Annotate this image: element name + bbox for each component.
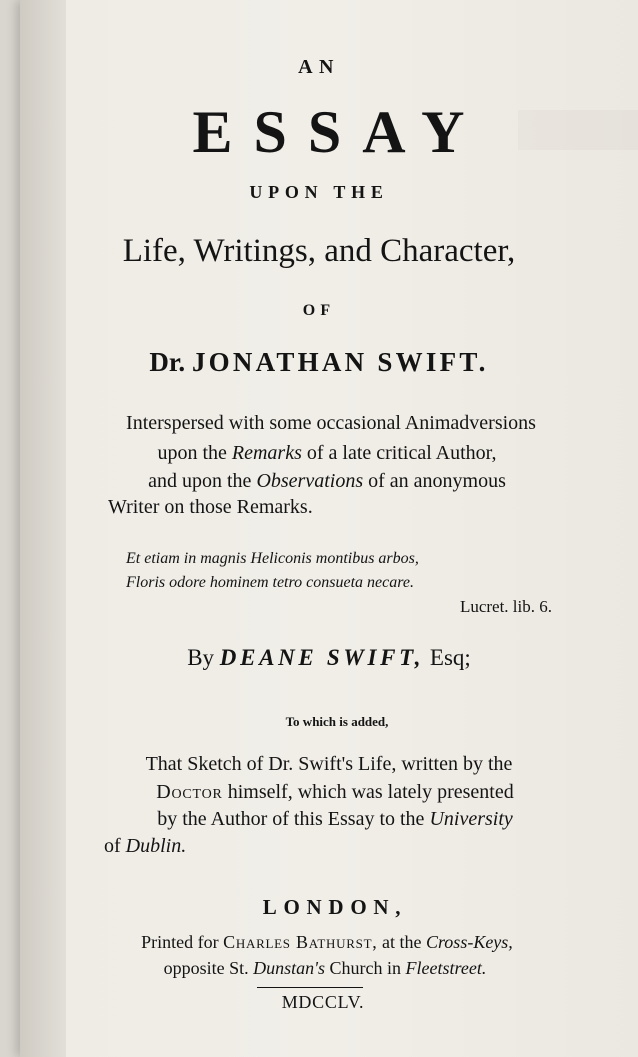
author-line [0, 645, 638, 671]
intro-critical-author: of a late critical Author, [306, 442, 497, 464]
intro-line-2 [0, 442, 638, 465]
date-rule [257, 987, 363, 988]
title-upon-the: UPON THE [249, 182, 389, 202]
title-name: JONATHAN SWIFT. [191, 347, 489, 377]
author-by: By [187, 645, 215, 670]
sketch-of: of [104, 835, 121, 857]
motto-line-1: Et etiam in magnis Heliconis montibus arbos, [126, 550, 419, 567]
imprint-cross-keys: Cross-Keys, [425, 932, 513, 952]
title-name-line [0, 347, 638, 378]
imprint-printed-for: Printed for [141, 932, 219, 952]
imprint-dunstans: Dunstan's [253, 958, 326, 978]
imprint-london: LONDON, [262, 895, 408, 919]
intro-line-1: Interspersed with some occasional Animadversions [126, 412, 536, 434]
sketch-himself: himself, which was lately presented [227, 781, 514, 803]
imprint-church-in: Church in [329, 958, 402, 978]
added-line: To which is added, [285, 714, 389, 729]
imprint-line-2 [0, 958, 638, 979]
title-essay: ESSAY [192, 99, 486, 165]
sketch-line-4 [104, 835, 186, 858]
intro-and-upon-the: and upon the [148, 470, 252, 492]
intro-line-4: Writer on those Remarks. [108, 496, 313, 518]
intro-anonymous: of an anonymous [368, 470, 506, 492]
sketch-by-author: by the Author of this Essay to the [157, 808, 425, 830]
author-name: DEANE SWIFT, [219, 645, 425, 670]
imprint-fleetstreet: Fleetstreet. [405, 958, 487, 978]
imprint-date: MDCCLV. [281, 992, 365, 1012]
sketch-university: University [429, 808, 513, 830]
motto-source: Lucret. lib. 6. [459, 597, 552, 616]
title-dr: Dr. [149, 347, 186, 377]
imprint-at-the: at the [381, 932, 422, 952]
imprint-line-1 [0, 932, 638, 953]
author-esq: Esq; [429, 645, 471, 670]
sketch-line-2 [0, 781, 638, 804]
sketch-line-1: That Sketch of Dr. Swift's Life, written by the [145, 753, 513, 775]
title-an: AN [298, 56, 340, 78]
motto-line-2: Floris odore hominem tetro consueta necare. [126, 574, 414, 591]
sketch-line-3 [0, 808, 638, 831]
imprint-publisher: Charles Bathurst, [223, 932, 378, 952]
sketch-doctor: Doctor [156, 781, 223, 803]
title-of: OF [302, 302, 336, 319]
title-life-line: Life, Writings, and Character, [122, 233, 516, 269]
intro-upon-the: upon the [157, 442, 227, 464]
sketch-dublin: Dublin. [125, 835, 187, 857]
intro-remarks: Remarks [231, 442, 302, 464]
intro-line-3 [0, 470, 638, 493]
intro-observations: Observations [256, 470, 364, 492]
imprint-opposite: opposite St. [163, 958, 249, 978]
